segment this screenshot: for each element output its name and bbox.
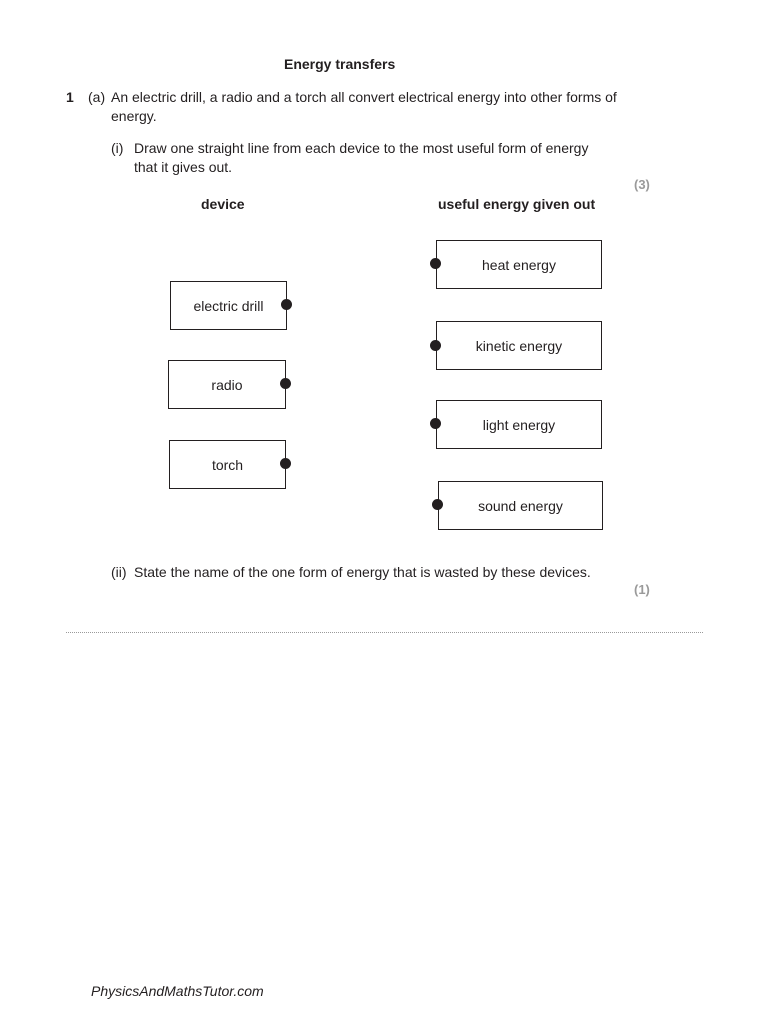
energy-box-light[interactable] [436,400,602,449]
energy-connector-dot[interactable] [430,258,441,269]
question-number: 1 [66,89,74,105]
energy-connector-dot[interactable] [430,418,441,429]
energy-label: light energy [482,416,556,433]
energy-label: kinetic energy [475,337,563,354]
energy-connector-dot[interactable] [432,499,443,510]
device-connector-dot[interactable] [280,378,291,389]
part-ii-label: (ii) [111,564,127,580]
device-box-radio[interactable] [168,360,286,409]
device-connector-dot[interactable] [281,299,292,310]
part-i-text: Draw one straight line from each device to the most useful form of energy that it gives out. [134,140,589,175]
part-i-label: (i) [111,140,124,156]
part-ii-marks: (1) [634,582,650,597]
device-label: torch [211,456,244,473]
part-a-text: An electric drill, a radio and a torch all convert electrical energy into other forms of energy. [111,89,617,124]
energy-box-kinetic[interactable] [436,321,602,370]
footer-site-name: PhysicsAndMathsTutor.com [91,983,264,999]
page-title: Energy transfers [284,56,396,72]
part-i-marks: (3) [634,177,650,192]
device-box-electric-drill[interactable] [170,281,287,330]
energy-label: heat energy [482,256,556,273]
energy-connector-dot[interactable] [430,340,441,351]
part-ii-text: State the name of the one form of energy that is wasted by these devices. [134,564,591,580]
energy-label: sound energy [478,497,563,514]
energy-heading: useful energy given out [438,196,596,212]
device-label: radio [211,376,243,393]
device-connector-dot[interactable] [280,458,291,469]
device-box-torch[interactable] [169,440,286,489]
answer-line[interactable] [66,632,703,633]
part-a-label: (a) [88,89,106,105]
energy-box-sound[interactable] [438,481,603,530]
device-label: electric drill [193,297,264,314]
energy-box-heat[interactable] [436,240,602,289]
device-heading: device [201,196,245,212]
